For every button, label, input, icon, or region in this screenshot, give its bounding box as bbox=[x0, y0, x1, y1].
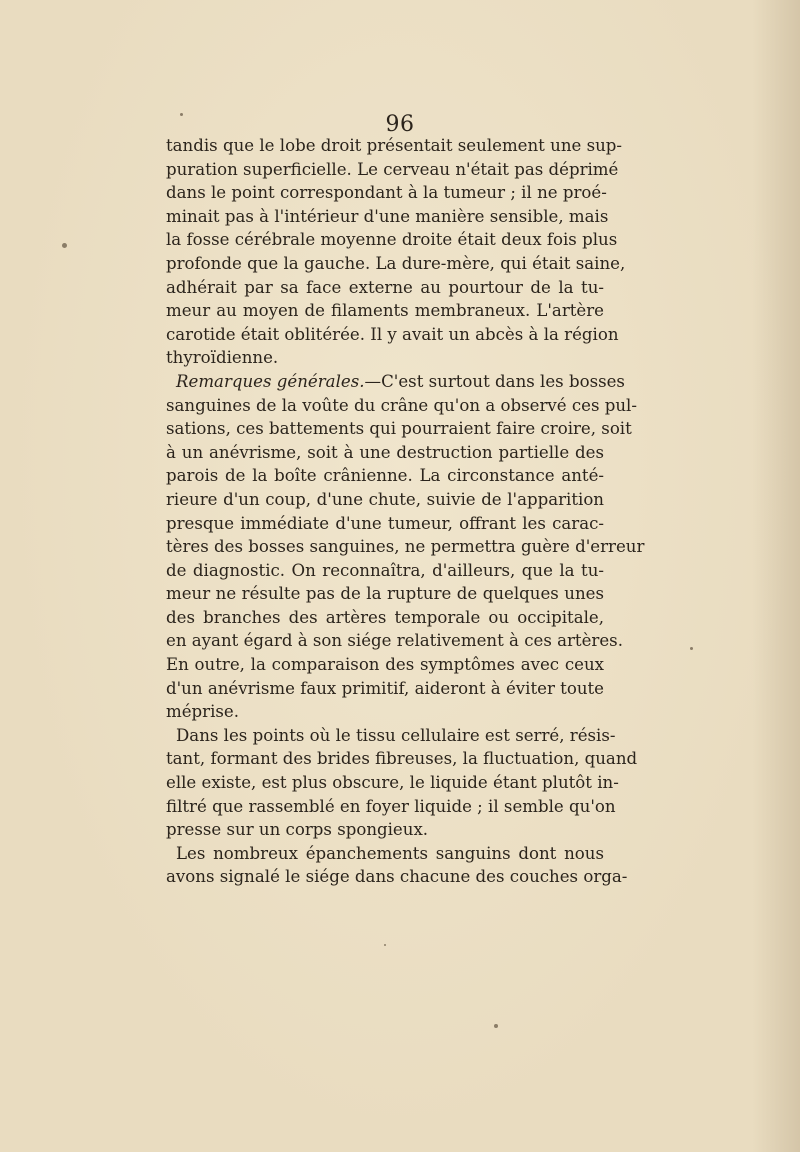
text-line: en ayant égard à son siége relativement à ces artères. bbox=[166, 631, 623, 651]
text-line: à un anévrisme, soit à une destruction partielle des bbox=[166, 442, 604, 462]
paper-speck bbox=[690, 647, 693, 650]
text-line: sanguines de la voûte du crâne qu'on a observé ces pul- bbox=[166, 395, 637, 415]
text-line: adhérait par sa face externe au pourtour de la tu- bbox=[166, 277, 604, 297]
body-text bbox=[166, 134, 645, 889]
text-line: thyroïdienne. bbox=[166, 348, 279, 368]
paper-speck bbox=[62, 243, 67, 248]
text-line: tant, formant des brides fibreuses, la fluctuation, quand bbox=[166, 749, 638, 769]
text-line: meur ne résulte pas de la rupture de quelques unes bbox=[166, 584, 604, 604]
text-line: puration superficielle. Le cerveau n'était pas déprimé bbox=[166, 159, 619, 179]
text-line: carotide était oblitérée. Il y avait un abcès à la région bbox=[166, 324, 619, 344]
text-line: minait pas à l'intérieur d'une manière sensible, mais bbox=[166, 206, 609, 226]
page-number: 96 bbox=[385, 112, 415, 137]
text-line: elle existe, est plus obscure, le liquide étant plutôt in- bbox=[166, 773, 619, 793]
text-line: profonde que la gauche. La dure-mère, qui était saine, bbox=[166, 253, 626, 273]
text-line: d'un anévrisme faux primitif, aideront à éviter toute bbox=[166, 678, 604, 698]
text-line: presse sur un corps spongieux. bbox=[166, 820, 429, 840]
text-line: des branches des artères temporale ou occipitale, bbox=[166, 607, 604, 627]
text-line: presque immédiate d'une tumeur, offrant les carac- bbox=[166, 513, 604, 533]
paper-speck bbox=[494, 1024, 498, 1028]
text-line: de diagnostic. On reconnaîtra, d'ailleurs, que la tu- bbox=[166, 560, 604, 580]
text-line-rest: —C'est surtout dans les bosses bbox=[364, 371, 625, 391]
text-line: la fosse cérébrale moyenne droite était deux fois plus bbox=[166, 230, 618, 250]
text-line: Les nombreux épanchements sanguins dont nous bbox=[176, 843, 604, 863]
text-line: Dans les points où le tissu cellulaire est serré, résis- bbox=[176, 725, 616, 745]
text-line: méprise. bbox=[166, 702, 240, 722]
text-line: parois de la boîte crânienne. La circonstance anté- bbox=[166, 466, 604, 486]
section-heading-italic: Remarques générales. bbox=[176, 371, 365, 391]
text-line-with-heading bbox=[166, 370, 625, 394]
paper-speck bbox=[180, 113, 183, 116]
text-line: tères des bosses sanguines, ne permettra guère d'erreur bbox=[166, 537, 645, 557]
text-line: meur au moyen de filaments membraneux. L'artère bbox=[166, 301, 604, 321]
text-line: avons signalé le siége dans chacune des couches orga- bbox=[166, 867, 628, 887]
paper-speck bbox=[384, 944, 386, 946]
text-line: sations, ces battements qui pourraient faire croire, soit bbox=[166, 419, 632, 439]
text-line: tandis que le lobe droit présentait seulement une sup- bbox=[166, 136, 623, 155]
text-line: dans le point correspondant à la tumeur ; il ne proé- bbox=[166, 183, 607, 203]
text-line: En outre, la comparaison des symptômes avec ceux bbox=[166, 655, 604, 675]
text-line: rieure d'un coup, d'une chute, suivie de l'apparition bbox=[166, 489, 604, 509]
text-line: filtré que rassemblé en foyer liquide ; il semble qu'on bbox=[166, 796, 616, 816]
